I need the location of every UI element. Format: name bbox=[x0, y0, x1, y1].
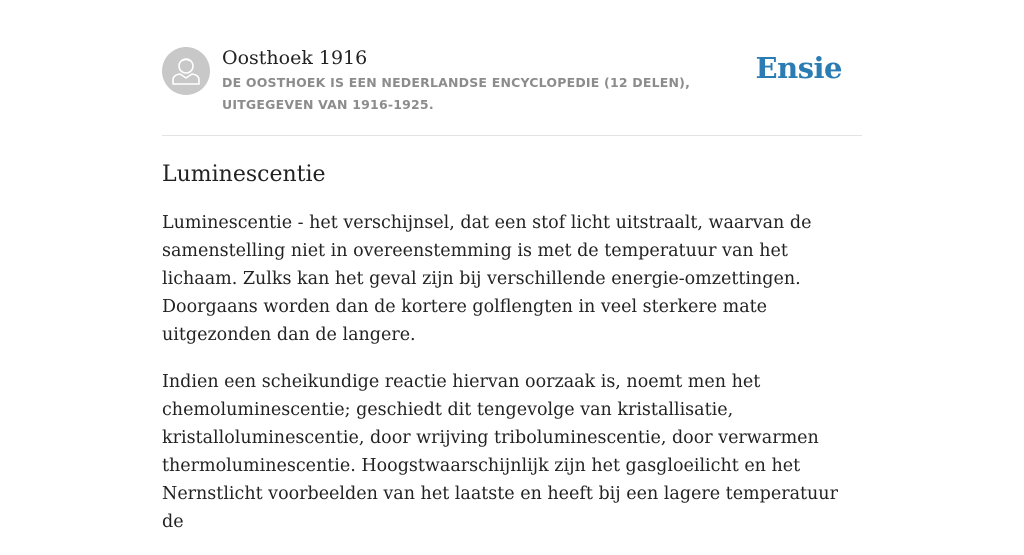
source-header bbox=[162, 46, 862, 136]
ensie-logo-link[interactable]: Ensie bbox=[755, 51, 842, 85]
source-avatar[interactable] bbox=[162, 47, 210, 95]
article-paragraph-1: Luminescentie - het verschijnsel, dat een stof licht uitstraalt, waarvan de samenstelling niet in overeenstemming is met de temperatuur van het lichaam. Zulks kan het geval zijn bij verschillende energie-omzettingen. Doorgaans worden dan de kortere golflengten in veel sterkere mate uitgezonden dan de langere. bbox=[162, 213, 812, 345]
article bbox=[162, 158, 862, 555]
article-title: Luminescentie bbox=[162, 162, 326, 187]
header-divider bbox=[162, 135, 862, 136]
article-paragraph-2: Indien een scheikundige reactie hiervan oorzaak is, noemt men het chemoluminescentie; geschiedt dit tengevolge van kristallisatie, kristalloluminescentie, door wrijving triboluminescentie, door verwarmen thermoluminescentie. Hoogstwaarschijnlijk zijn het gasgloeilicht en het Nernstlicht voorbeelden van het laatste en heeft bij een lagere temperatuur de bbox=[162, 372, 838, 532]
source-description: DE OOSTHOEK IS EEN NEDERLANDSE ENCYCLOPEDIE (12 DELEN), UITGEGEVEN VAN 1916-1925. bbox=[222, 75, 691, 112]
user-icon bbox=[162, 47, 210, 95]
source-title[interactable]: Oosthoek 1916 bbox=[222, 47, 368, 69]
